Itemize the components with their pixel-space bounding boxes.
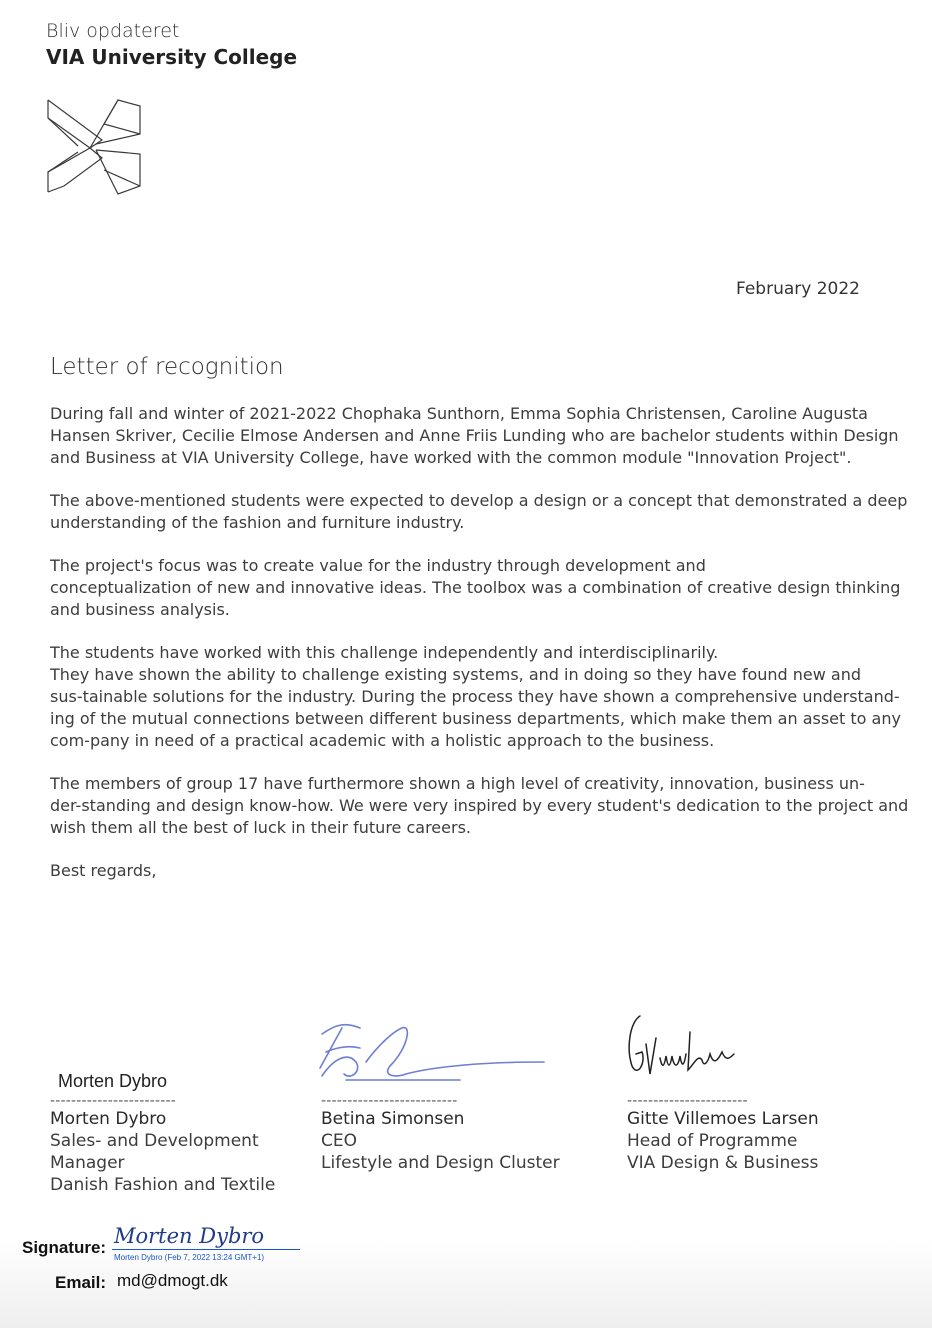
body-paragraph: During fall and winter of 2021-2022 Chophaka Sunthorn, Emma Sophia Christensen, Caroline Augusta Hansen Skriver, Cecilie Elmose Andersen and Anne Friis Lunding who are bachelor students within Design and Business at VIA University College, have worked with the common module "Innovation Project". (50, 404, 899, 467)
email-value[interactable]: md@dmogt.dk (117, 1271, 228, 1290)
signatory-title: Manager (50, 1153, 125, 1173)
closing-line: Best regards, (50, 861, 157, 880)
signatory-title: Sales- and Development (50, 1131, 259, 1151)
signature-rule: -------------------------- (321, 1094, 458, 1108)
signatory-name: Morten Dybro (50, 1109, 167, 1129)
e-signature-line (112, 1249, 300, 1250)
letter-title: Letter of recognition (50, 354, 284, 380)
signature-rule: ----------------------- (627, 1094, 748, 1108)
header-kicker: Bliv opdateret (46, 20, 180, 42)
signatory-block (50, 1094, 290, 1196)
body-paragraph: The students have worked with this challenge independently and interdisciplinarily. They have shown the ability to challenge existing systems, and in doing so they have found new and sus-tainable solutions for the industry. During the process they have shown a comprehensive understand- ing of the mutual connections between different business departments, which make them an asset to any com-pany in need of a practical academic with a holistic approach to the business. (50, 643, 901, 750)
signatory-organization: Danish Fashion and Textile (50, 1175, 276, 1195)
body-paragraph: The members of group 17 have furthermore shown a high level of creativity, innovation, business un- der-standing and design know-how. We were very inspired by every student's dedication to the project and wish them all the best of luck in their future careers. (50, 774, 909, 837)
body-paragraph: The above-mentioned students were expected to develop a design or a concept that demonstrated a deep understanding of the fashion and furniture industry. (50, 491, 908, 532)
signatory-title: Head of Programme (627, 1131, 798, 1151)
signatory-organization: Lifestyle and Design Cluster (321, 1153, 560, 1173)
signatory-block (321, 1094, 571, 1174)
via-logo-icon (44, 96, 146, 196)
typed-signer-name: Morten Dybro (58, 1071, 168, 1091)
signatory-name: Gitte Villemoes Larsen (627, 1109, 819, 1129)
letter-date: February 2022 (736, 279, 860, 299)
e-signature-name[interactable]: Morten Dybro (114, 1224, 265, 1248)
signature-gitte-villemoes-larsen-image (622, 1008, 736, 1088)
organization-name: VIA University College (46, 45, 298, 69)
signature-rule: ------------------------ (50, 1094, 177, 1108)
signatory-organization: VIA Design & Business (627, 1153, 819, 1173)
letter-body (50, 403, 910, 903)
signatory-name: Betina Simonsen (321, 1109, 465, 1129)
email-label: Email: (55, 1273, 107, 1292)
signature-betina-simonsen-image (316, 1018, 548, 1088)
signatory-title: CEO (321, 1131, 357, 1151)
signatory-block (627, 1094, 877, 1174)
body-paragraph: The project's focus was to create value for the industry through development and conceptualization of new and innovative ideas. The toolbox was a combination of creative design thinking and business analysis. (50, 556, 901, 619)
e-signature-timestamp: Morten Dybro (Feb 7, 2022 13:24 GMT+1) (114, 1253, 265, 1262)
signature-label: Signature: (22, 1238, 107, 1257)
